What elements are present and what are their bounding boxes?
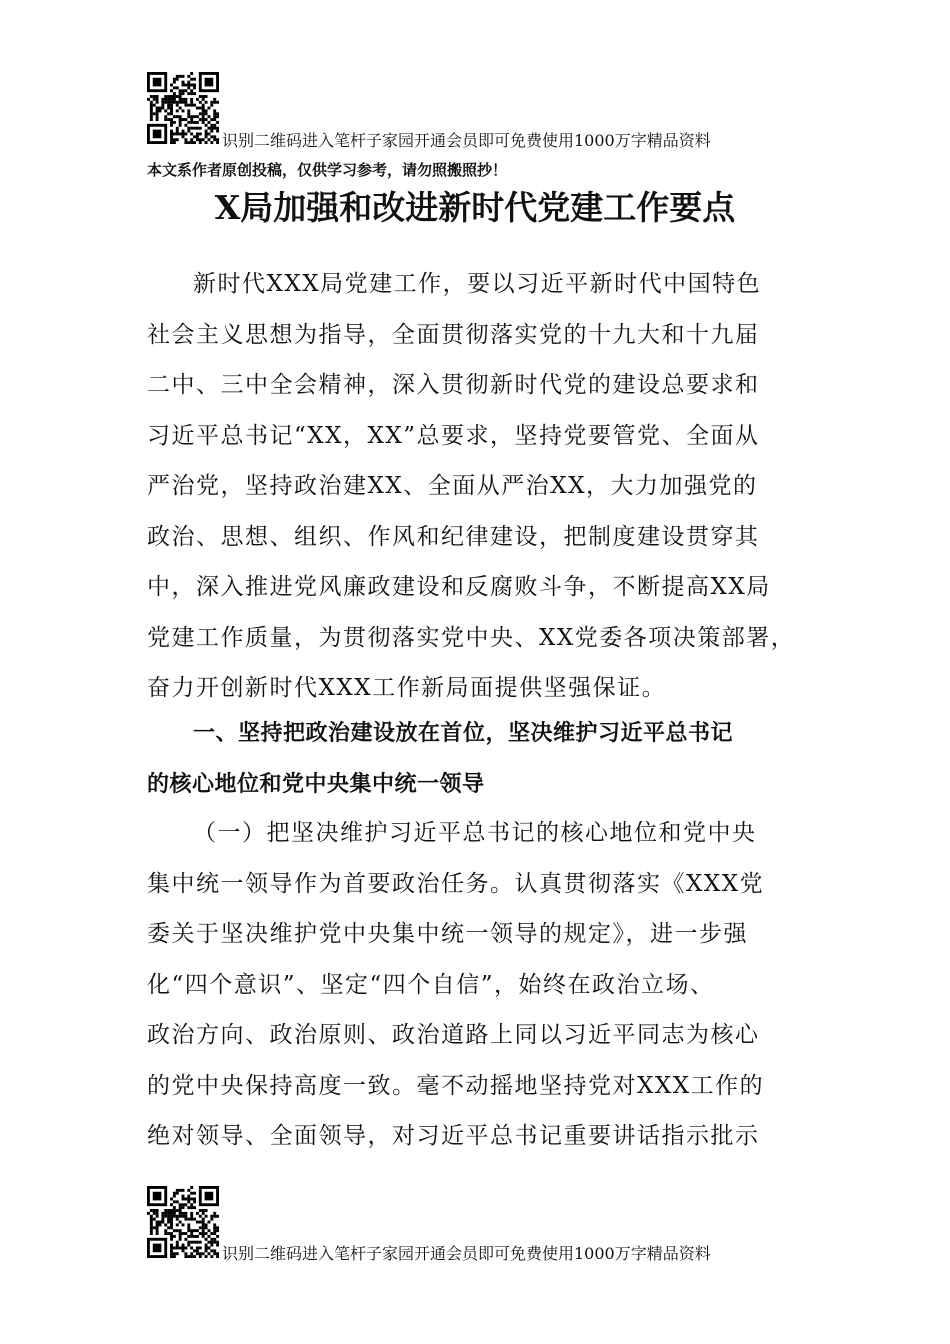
copyright-notice: 本文系作者原创投稿，仅供学习参考，请勿照搬照抄！: [147, 161, 508, 179]
text-line: 的党中央保持高度一致。毫不动摇地坚持党对XXX工作的: [147, 1072, 765, 1099]
text-line: 党建工作质量，为贯彻落实党中央、XX党委各项决策部署，: [147, 624, 796, 651]
text-line: 绝对领导、全面领导，对习近平总书记重要讲话指示批示: [147, 1123, 760, 1149]
footer-promo-text: 识别二维码进入笔杆子家园开通会员即可免费使用1000万字精品资料: [222, 1244, 711, 1263]
text-line: 社会主义思想为指导，全面贯彻落实党的十九大和十九届: [147, 321, 760, 348]
text-line: 习近平总书记“XX，XX”总要求，坚持党要管党、全面从: [147, 422, 760, 449]
heading-line: 的核心地位和党中央集中统一领导: [147, 771, 485, 797]
intro-paragraph: [147, 259, 807, 714]
text-line: 委关于坚决维护党中央集中统一领导的规定》，进一步强: [147, 921, 748, 947]
text-line: 化“四个意识”、坚定“四个自信”，始终在政治立场、: [147, 971, 715, 998]
promo-text: 识别二维码进入笔杆子家园开通会员即可免费使用1000万字精品资料: [222, 131, 711, 150]
text-line: 中，深入推进党风廉政建设和反腐败斗争，不断提高XX局: [147, 574, 771, 600]
heading-line: 一、坚持把政治建设放在首位，坚决维护习近平总书记: [193, 721, 734, 746]
text-line: 政治、思想、组织、作风和纪律建设，把制度建设贯穿其: [147, 523, 760, 550]
text-line: 严治党，坚持政治建XX、全面从严治XX，大力加强党的: [147, 473, 758, 499]
text-line: 新时代XXX局党建工作，要以习近平新时代中国特色: [193, 271, 762, 297]
document-title: X局加强和改进新时代党建工作要点: [214, 188, 736, 227]
qr-code-icon: [147, 1186, 219, 1258]
section-paragraph: [147, 808, 807, 1162]
text-line: （一）把坚决维护习近平总书记的核心地位和党中央: [193, 820, 757, 846]
text-line: 二中、三中全会精神，深入贯彻新时代党的建设总要求和: [147, 372, 760, 398]
text-line: 政治方向、政治原则、政治道路上同以习近平同志为核心: [147, 1022, 760, 1048]
text-line: 集中统一领导作为首要政治任务。认真贯彻落实《XXX党: [147, 870, 765, 897]
section-heading: [147, 709, 807, 810]
qr-code-icon: [147, 72, 219, 144]
text-line: 奋力开创新时代XXX工作新局面提供坚强保证。: [147, 675, 667, 701]
